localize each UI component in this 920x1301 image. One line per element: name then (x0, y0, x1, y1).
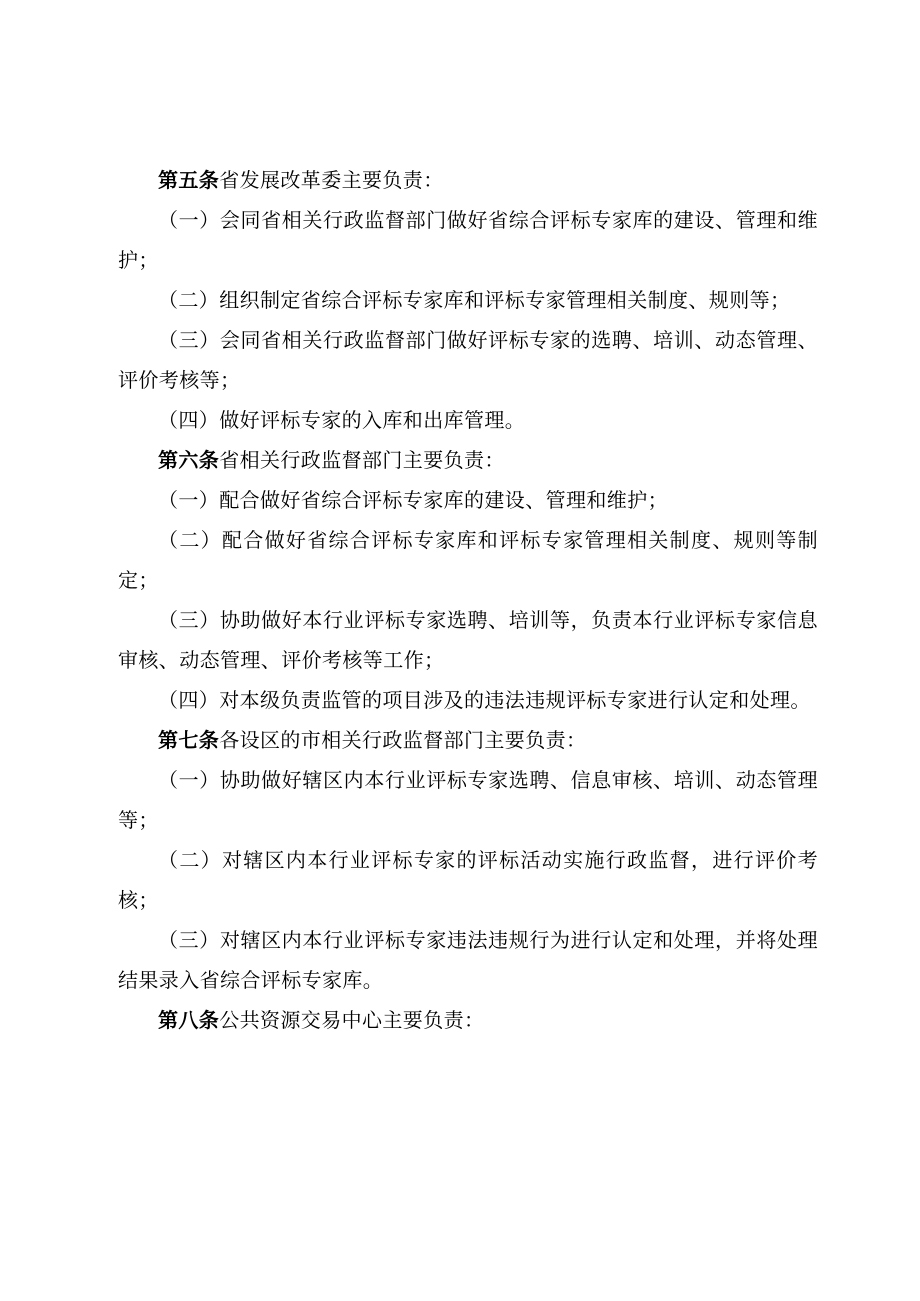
article-8-title (118, 1000, 818, 1040)
article-text: 省发展改革委主要负责： (219, 168, 444, 192)
article-7-title (118, 720, 818, 760)
article-heading: 第六条 (158, 448, 220, 472)
article-item: （一）会同省相关行政监督部门做好省综合评标专家库的建设、管理和维护； (118, 208, 818, 272)
article-heading: 第七条 (158, 728, 220, 752)
article-heading: 第五条 (158, 168, 220, 192)
article-text: 公共资源交易中心主要负责： (219, 1008, 485, 1032)
article-item: （二）配合做好省综合评标专家库和评标专家管理相关制度、规则等制定； (118, 528, 818, 592)
article-item: （三）协助做好本行业评标专家选聘、培训等，负责本行业评标专家信息审核、动态管理、评价考核等工作； (118, 608, 818, 672)
article-6-title (118, 440, 818, 480)
article-5-title (118, 160, 818, 200)
document-body (118, 160, 818, 1040)
article-item: （一）配合做好省综合评标专家库的建设、管理和维护； (158, 488, 668, 512)
article-item: （一）协助做好辖区内本行业评标专家选聘、信息审核、培训、动态管理等； (118, 768, 818, 832)
article-item: （四）做好评标专家的入库和出库管理。 (158, 408, 526, 432)
article-item: （三）会同省相关行政监督部门做好评标专家的选聘、培训、动态管理、评价考核等； (118, 328, 818, 392)
article-item: （二）对辖区内本行业评标专家的评标活动实施行政监督，进行评价考核； (118, 848, 818, 912)
article-item: （二）组织制定省综合评标专家库和评标专家管理相关制度、规则等； (158, 288, 791, 312)
article-text: 各设区的市相关行政监督部门主要负责： (219, 728, 587, 752)
article-item: （四）对本级负责监管的项目涉及的违法违规评标专家进行认定和处理。 (158, 688, 811, 712)
article-text: 省相关行政监督部门主要负责： (219, 448, 505, 472)
article-heading: 第八条 (158, 1008, 220, 1032)
article-item: （三）对辖区内本行业评标专家违法违规行为进行认定和处理，并将处理结果录入省综合评标专家库。 (118, 928, 818, 992)
